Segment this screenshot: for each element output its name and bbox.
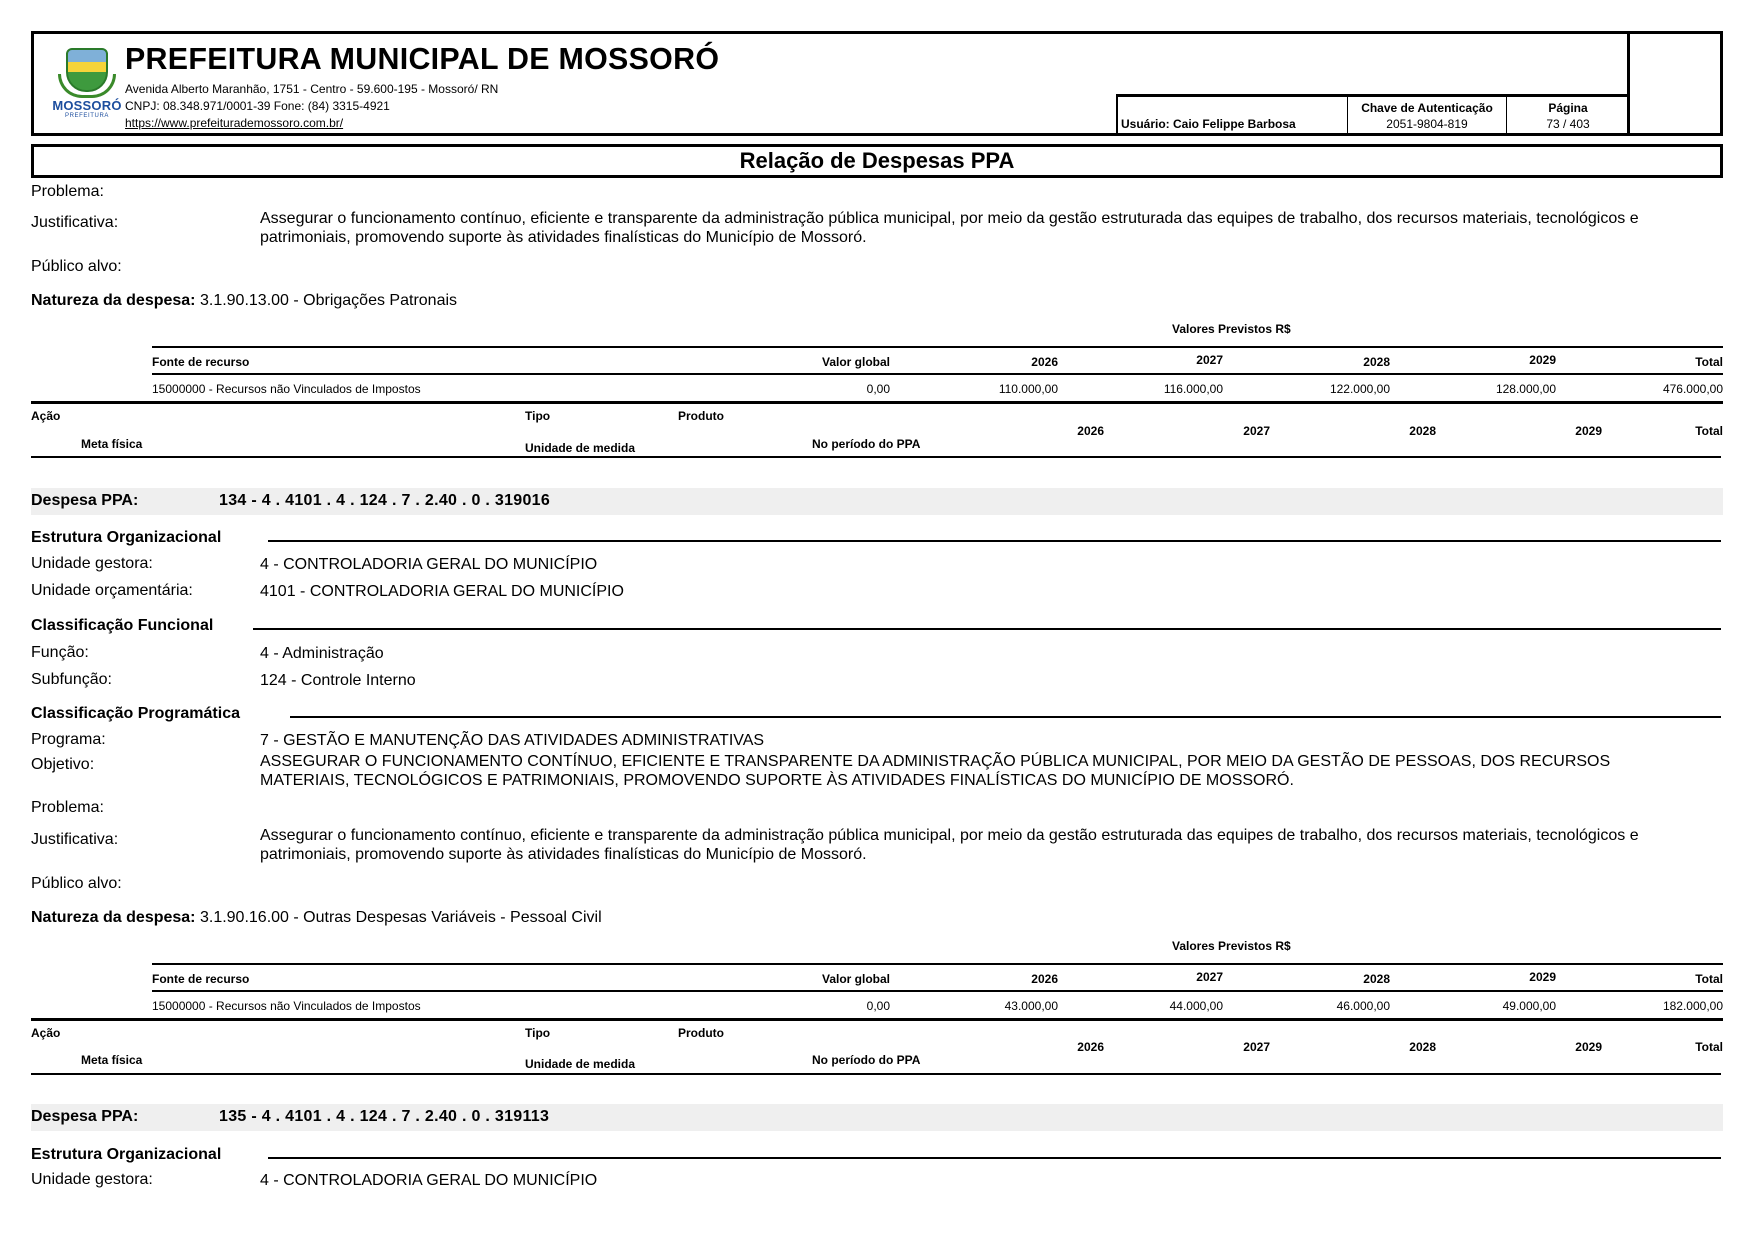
meta-col-2028: 2028 <box>1409 1040 1436 1054</box>
section-divider <box>268 540 1721 542</box>
col-meta-fisica: Meta física <box>81 437 143 451</box>
auth-key-label: Chave de Autenticação <box>1361 101 1493 115</box>
col-valor-global: Valor global <box>821 972 890 986</box>
publico-alvo-label: Público alvo: <box>31 875 122 892</box>
auth-key-cell <box>1348 97 1507 136</box>
natureza-label: Natureza da despesa: <box>31 292 196 309</box>
y2027-cell: 44.000,00 <box>1169 999 1223 1013</box>
col-unidade-medida: Unidade de medida <box>525 441 636 455</box>
valores-previstos-header: Valores Previstos R$ <box>1172 322 1291 336</box>
laurel-icon <box>58 74 116 98</box>
meta-col-total: Total <box>1695 1040 1723 1054</box>
col-acao: Ação <box>31 1026 61 1040</box>
meta-col-total: Total <box>1695 424 1723 438</box>
meta-col-2027: 2027 <box>1243 1040 1270 1054</box>
page-label: Página <box>1548 101 1588 115</box>
despesa-code: 134 - 4 . 4101 . 4 . 124 . 7 . 2.40 . 0 . 319016 <box>219 492 551 509</box>
col-total: Total <box>1695 355 1723 369</box>
col-no-periodo: No período do PPA <box>812 437 921 451</box>
objetivo-label: Objetivo: <box>31 756 95 773</box>
meta-col-2029: 2029 <box>1575 424 1602 438</box>
total-cell: 182.000,00 <box>1662 999 1723 1013</box>
section-divider <box>253 628 1721 630</box>
header-blank-cell <box>1627 31 1723 136</box>
valores-previstos-header: Valores Previstos R$ <box>1172 939 1291 953</box>
logo-subtext: PREFEITURA <box>64 113 109 119</box>
meta-col-2029: 2029 <box>1575 1040 1602 1054</box>
subfuncao-value: 124 - Controle Interno <box>260 672 416 689</box>
auth-key-value: 2051-9804-819 <box>1386 117 1468 131</box>
user-cell <box>1118 97 1348 136</box>
meta-col-2026: 2026 <box>1077 1040 1104 1054</box>
unidade-orcamentaria-value: 4101 - CONTROLADORIA GERAL DO MUNICÍPIO <box>260 583 624 600</box>
divider <box>31 1073 1721 1075</box>
page-number: 73 / 403 <box>1546 117 1590 131</box>
col-unidade-medida: Unidade de medida <box>525 1057 636 1071</box>
unidade-orcamentaria-label: Unidade orçamentária: <box>31 582 193 599</box>
org-cnpj-phone: CNPJ: 08.348.971/0001-39 Fone: (84) 3315-4921 <box>125 99 390 113</box>
col-valor-global: Valor global <box>821 355 890 369</box>
despesa-ppa-header <box>31 488 1723 515</box>
y2026-cell: 110.000,00 <box>998 382 1058 396</box>
col-no-periodo: No período do PPA <box>812 1053 921 1067</box>
user-name: Usuário: Caio Felippe Barbosa <box>1121 117 1296 131</box>
logo-text: MOSSORÓ <box>52 98 122 113</box>
divider <box>152 990 1723 992</box>
col-2028: 2028 <box>1363 355 1390 369</box>
section-estrutura-organizacional: Estrutura Organizacional <box>31 1146 222 1163</box>
justificativa-label: Justificativa: <box>31 214 119 231</box>
col-fonte: Fonte de recurso <box>152 355 250 369</box>
report-title: Relação de Despesas PPA <box>31 144 1723 178</box>
col-2026: 2026 <box>1031 355 1058 369</box>
despesa-ppa-header <box>31 1104 1723 1131</box>
unidade-gestora-value: 4 - CONTROLADORIA GERAL DO MUNICÍPIO <box>260 1172 598 1189</box>
divider <box>31 401 1723 404</box>
divider <box>152 373 1723 375</box>
publico-alvo-label: Público alvo: <box>31 258 122 275</box>
justificativa-text: Assegurar o funcionamento contínuo, eficiente e transparente da administração pública municipal, por meio da gestão estruturada das equipes de trabalho, dos recursos materiais, tecnológicos e patrimoniais, promovendo suporte às atividades finalísticas do Município de Mossoró. <box>260 210 1639 246</box>
unidade-gestora-value: 4 - CONTROLADORIA GERAL DO MUNICÍPIO <box>260 556 598 573</box>
valor-global-cell: 0,00 <box>866 999 890 1013</box>
y2029-cell: 49.000,00 <box>1502 999 1556 1013</box>
y2029-cell: 128.000,00 <box>1495 382 1556 396</box>
divider <box>31 1018 1723 1021</box>
org-name: PREFEITURA MUNICIPAL DE MOSSORÓ <box>125 41 720 76</box>
section-divider <box>268 1157 1721 1159</box>
col-2029: 2029 <box>1529 353 1556 367</box>
y2026-cell: 43.000,00 <box>1004 999 1058 1013</box>
unidade-gestora-label: Unidade gestora: <box>31 555 153 572</box>
col-total: Total <box>1695 972 1723 986</box>
col-2029: 2029 <box>1529 970 1556 984</box>
section-estrutura-organizacional: Estrutura Organizacional <box>31 529 222 546</box>
y2027-cell: 116.000,00 <box>1163 382 1223 396</box>
natureza-value: 3.1.90.13.00 - Obrigações Patronais <box>199 292 458 309</box>
programa-label: Programa: <box>31 731 106 748</box>
col-acao: Ação <box>31 409 61 423</box>
col-meta-fisica: Meta física <box>81 1053 143 1067</box>
meta-col-2028: 2028 <box>1409 424 1436 438</box>
section-divider <box>290 716 1721 718</box>
natureza-despesa <box>31 292 457 310</box>
org-website-link[interactable]: https://www.prefeiturademossoro.com.br/ <box>125 116 344 130</box>
despesa-code: 135 - 4 . 4101 . 4 . 124 . 7 . 2.40 . 0 . 319113 <box>219 1108 550 1125</box>
objetivo-value: ASSEGURAR O FUNCIONAMENTO CONTÍNUO, EFICIENTE E TRANSPARENTE DA ADMINISTRAÇÃO PÚBLICA MUNICIPAL, POR MEIO DA GESTÃO DE PESSOAS, DOS RECURSOS MATERIAIS, TECNOLÓGICOS E PATRIMONIAIS, PROMOVENDO SUPORTE ÀS ATIVIDADES FINALÍSTICAS DO MUNICÍPIO DE MOSSORÓ. <box>260 753 1611 789</box>
y2028-cell: 46.000,00 <box>1336 999 1390 1013</box>
subfuncao-label: Subfunção: <box>31 671 112 688</box>
natureza-label: Natureza da despesa: <box>31 909 196 926</box>
col-produto: Produto <box>678 1026 724 1040</box>
user-info-box <box>1116 94 1630 136</box>
section-classificacao-programatica: Classificação Programática <box>31 705 240 722</box>
fonte-cell: 15000000 - Recursos não Vinculados de Impostos <box>152 382 421 396</box>
divider <box>152 963 1723 965</box>
page-cell <box>1507 97 1629 136</box>
programa-value: 7 - GESTÃO E MANUTENÇÃO DAS ATIVIDADES ADMINISTRATIVAS <box>260 732 765 749</box>
problema-label: Problema: <box>31 799 104 816</box>
col-2026: 2026 <box>1031 972 1058 986</box>
fonte-cell: 15000000 - Recursos não Vinculados de Impostos <box>152 999 421 1013</box>
col-fonte: Fonte de recurso <box>152 972 250 986</box>
justificativa-label: Justificativa: <box>31 831 119 848</box>
city-logo <box>48 48 126 122</box>
divider <box>31 456 1721 458</box>
org-address: Avenida Alberto Maranhão, 1751 - Centro - 59.600-195 - Mossoró/ RN <box>125 82 499 96</box>
meta-col-2027: 2027 <box>1243 424 1270 438</box>
divider <box>152 346 1723 348</box>
total-cell: 476.000,00 <box>1662 382 1723 396</box>
col-2028: 2028 <box>1363 972 1390 986</box>
meta-col-2026: 2026 <box>1077 424 1104 438</box>
col-tipo: Tipo <box>525 409 551 423</box>
col-produto: Produto <box>678 409 724 423</box>
problema-label: Problema: <box>31 183 104 200</box>
despesa-label: Despesa PPA: <box>31 492 139 509</box>
unidade-gestora-label: Unidade gestora: <box>31 1171 153 1188</box>
justificativa-text: Assegurar o funcionamento contínuo, eficiente e transparente da administração pública municipal, por meio da gestão estruturada das equipes de trabalho, dos recursos materiais, tecnológicos e patrimoniais, promovendo suporte às atividades finalísticas do Município de Mossoró. <box>260 827 1639 863</box>
col-tipo: Tipo <box>525 1026 551 1040</box>
y2028-cell: 122.000,00 <box>1329 382 1390 396</box>
funcao-value: 4 - Administração <box>260 645 384 662</box>
funcao-label: Função: <box>31 644 89 661</box>
col-2027: 2027 <box>1196 353 1223 367</box>
despesa-label: Despesa PPA: <box>31 1108 139 1125</box>
natureza-despesa <box>31 909 602 927</box>
section-classificacao-funcional: Classificação Funcional <box>31 617 214 634</box>
valor-global-cell: 0,00 <box>866 382 890 396</box>
natureza-value: 3.1.90.16.00 - Outras Despesas Variáveis - Pessoal Civil <box>199 909 602 926</box>
col-2027: 2027 <box>1196 970 1223 984</box>
